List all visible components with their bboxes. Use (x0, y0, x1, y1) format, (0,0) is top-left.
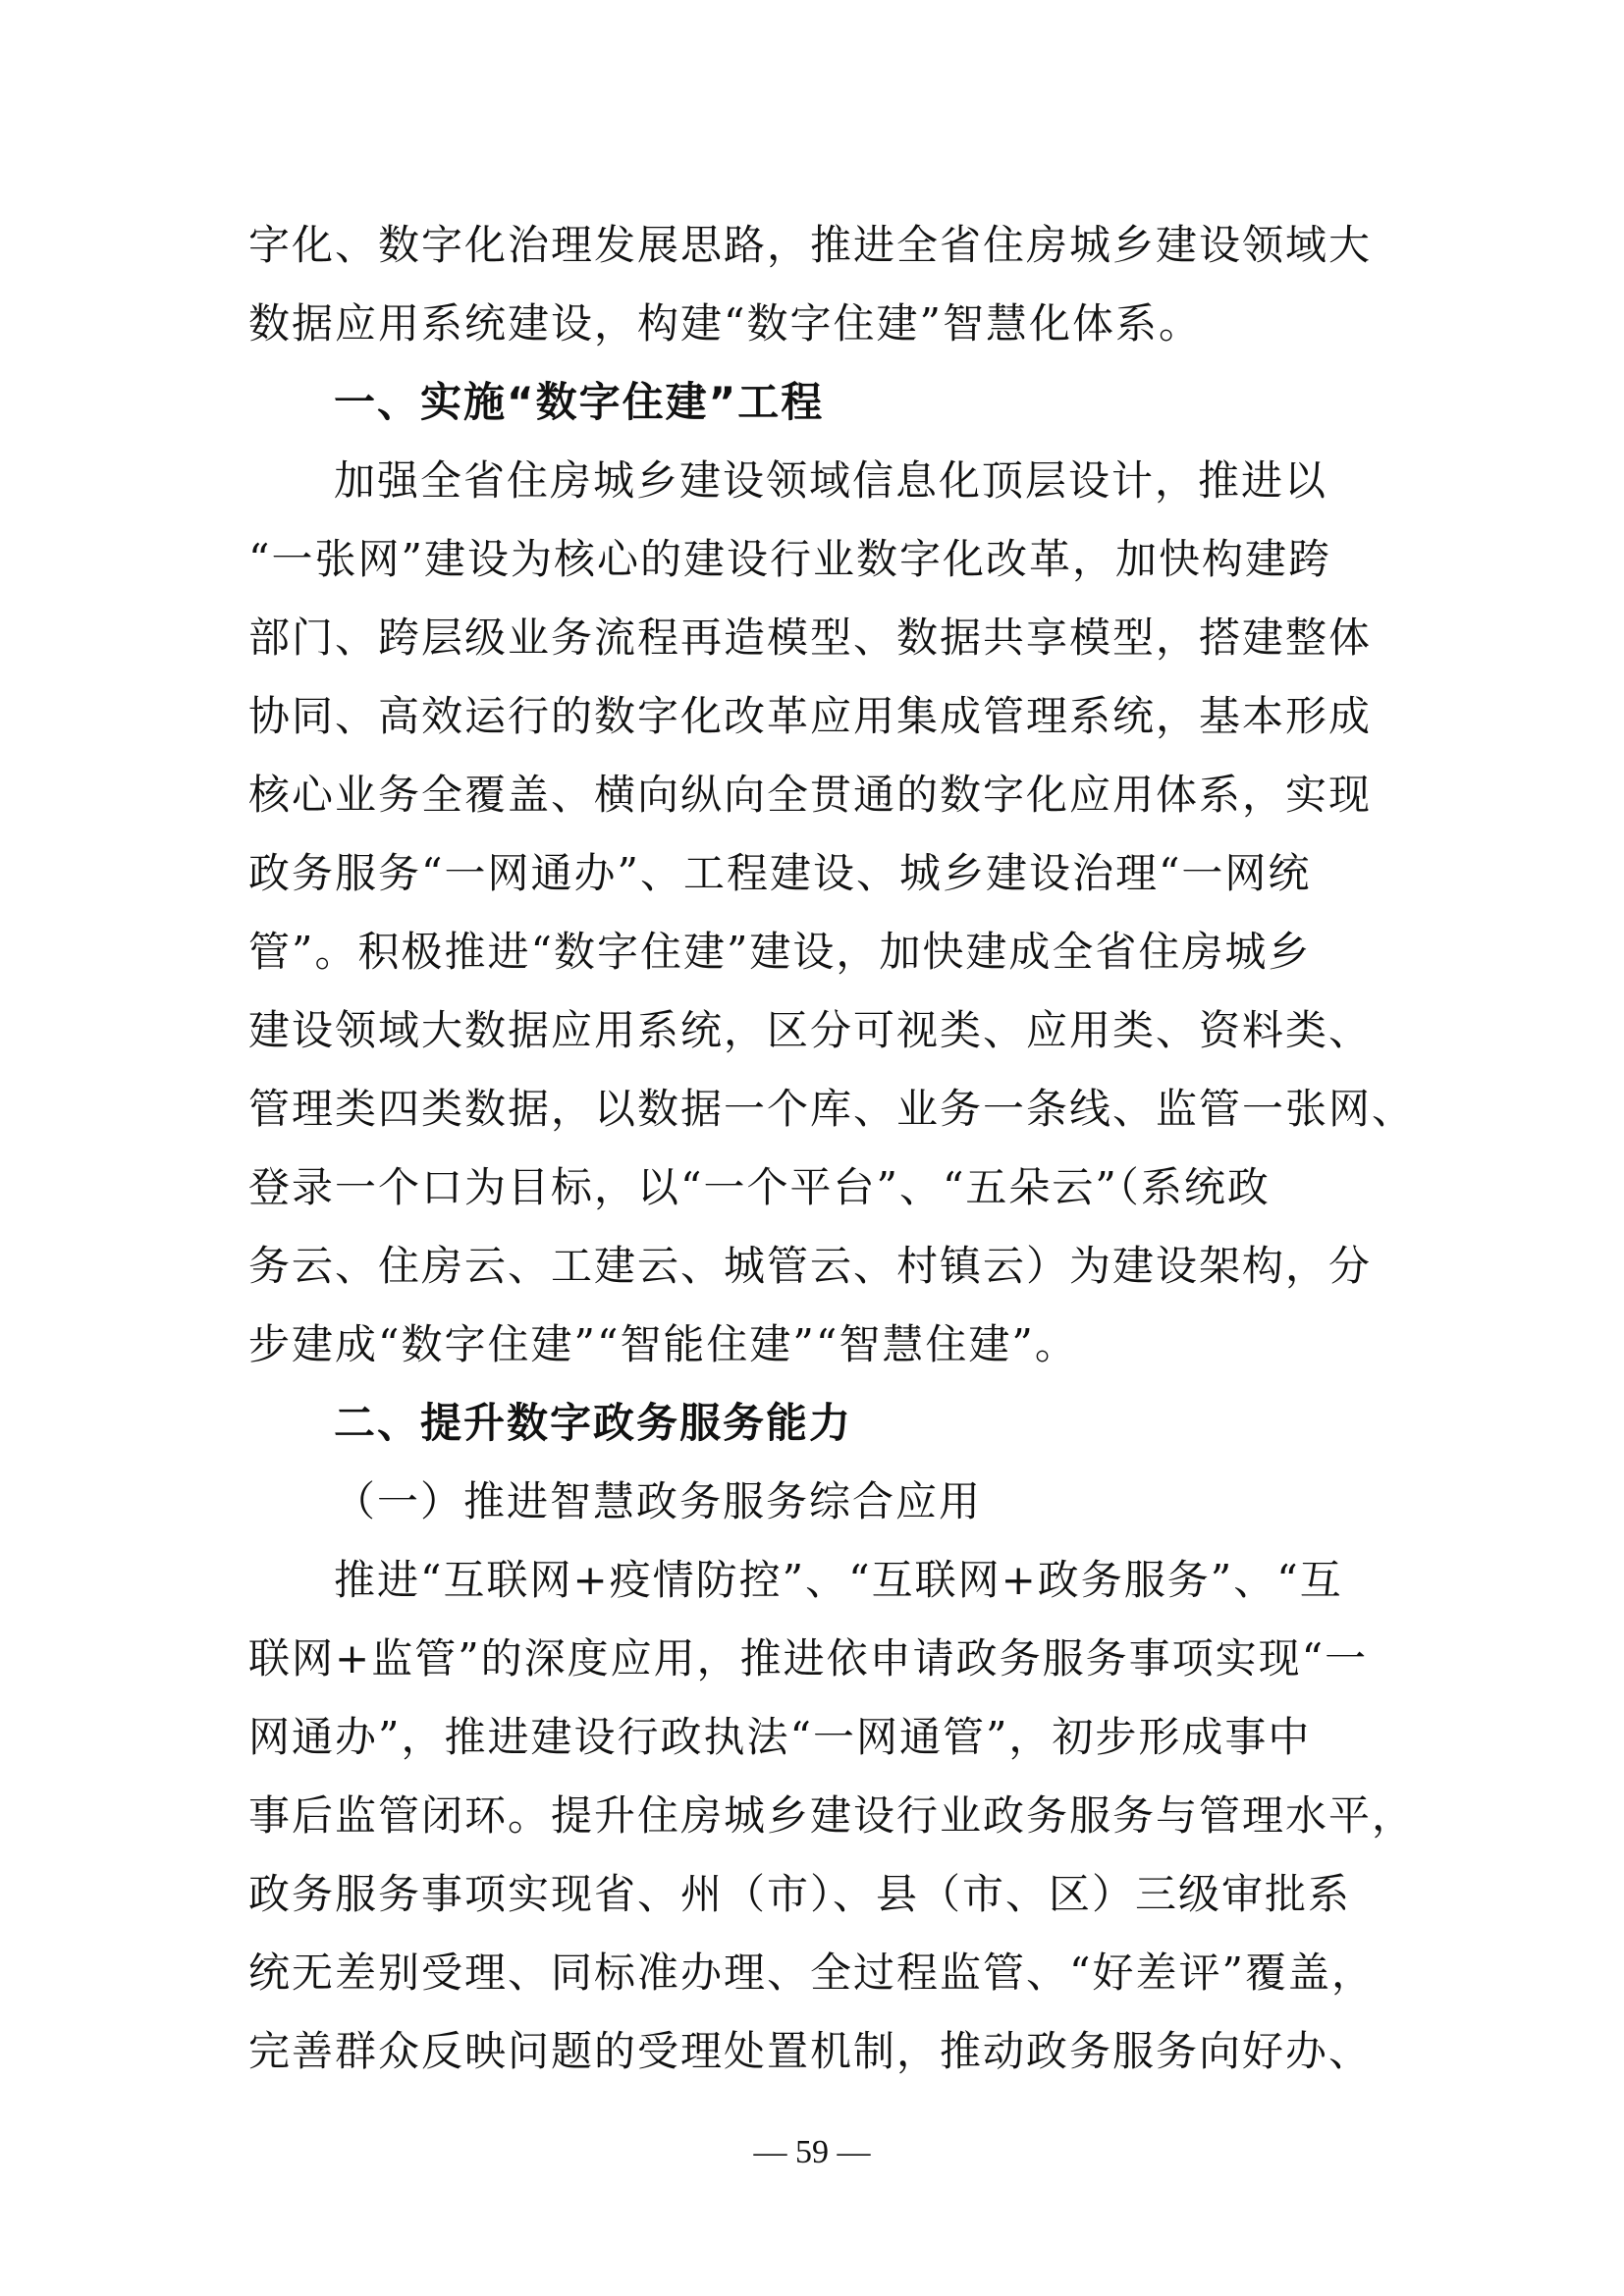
body-text-line: 务云、住房云、工建云、城管云、村镇云）为建设架构，分 (248, 1242, 1373, 1290)
body-text-line: 协同、高效运行的数字化改革应用集成管理系统，基本形成 (248, 692, 1373, 740)
body-text-line: 步建成“数字住建”“智能住建”“智慧住建”。 (248, 1320, 1078, 1368)
body-text-line: 统无差别受理、同标准办理、全过程监管、“好差评”覆盖， (248, 1949, 1375, 1997)
body-text-line: 政务服务“一网通办”、工程建设、城乡建设治理“一网统 (248, 849, 1312, 897)
body-text-line: 加强全省住房城乡建设领域信息化顶层设计，推进以 (334, 456, 1328, 505)
body-text-line: 部门、跨层级业务流程再造模型、数据共享模型，搭建整体 (248, 614, 1373, 662)
body-text-line: 联网+监管”的深度应用，推进依申请政务服务事项实现“一 (248, 1634, 1369, 1682)
body-text-line: 建设领域大数据应用系统，区分可视类、应用类、资料类、 (248, 1006, 1373, 1054)
body-text-line: 网通办”，推进建设行政执法“一网通管”，初步形成事中 (248, 1713, 1312, 1761)
body-text-line: 核心业务全覆盖、横向纵向全贯通的数字化应用体系，实现 (248, 771, 1373, 819)
body-text-line: 管”。积极推进“数字住建”建设，加快建成全省住房城乡 (248, 928, 1312, 976)
body-text-line: “一张网”建设为核心的建设行业数字化改革，加快构建跨 (248, 535, 1331, 583)
page-number: — 59 — (753, 2134, 871, 2170)
body-text-line: 数据应用系统建设，构建“数字住建”智慧化体系。 (248, 299, 1202, 347)
body-text-line: 字化、数字化治理发展思路，推进全省住房城乡建设领域大 (248, 221, 1373, 269)
body-text-line: 政务服务事项实现省、州（市）、县（市、区）三级审批系 (248, 1870, 1352, 1918)
body-text-line: 事后监管闭环。提升住房城乡建设行业政务服务与管理水平， (248, 1791, 1416, 1840)
subsection-heading: （一）推进智慧政务服务综合应用 (334, 1477, 983, 1525)
body-text-line: 管理类四类数据，以数据一个库、业务一条线、监管一张网、 (248, 1085, 1416, 1133)
body-text-line: 完善群众反映问题的受理处置机制，推动政务服务向好办、 (248, 2027, 1373, 2075)
section-heading: 二、提升数字政务服务能力 (334, 1399, 853, 1447)
body-text-line: 登录一个口为目标，以“一个平台”、“五朵云”（系统政 (248, 1163, 1271, 1211)
section-heading: 一、实施“数字住建”工程 (334, 378, 825, 426)
body-text-line: 推进“互联网+疫情防控”、“互联网+政务服务”、“互 (334, 1556, 1343, 1604)
